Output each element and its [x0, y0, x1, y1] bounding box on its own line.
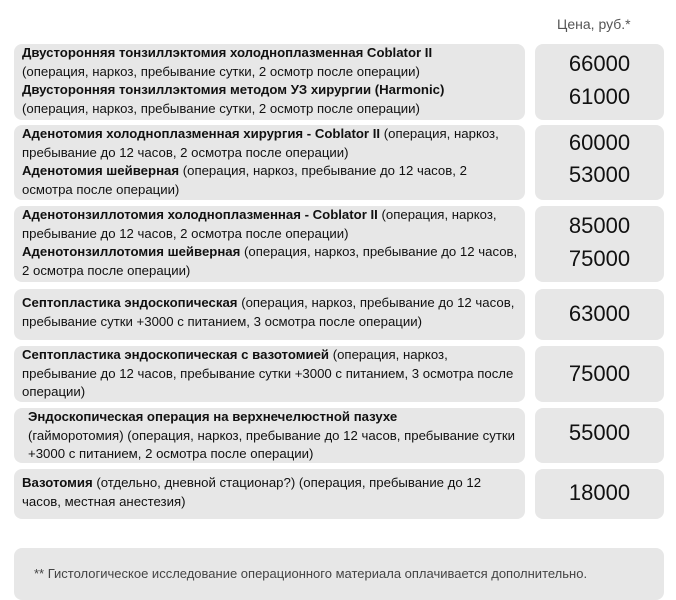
- service-name: Эндоскопическая операция на верхнечелюстной пазухе: [28, 409, 398, 424]
- service-card-maxillary-sinus: [14, 408, 525, 463]
- service-card-adenotomy: [14, 125, 525, 200]
- service-item: [22, 125, 519, 162]
- price-value: 60000: [568, 130, 631, 155]
- service-card-tonsillectomy: [14, 44, 525, 120]
- service-item: [22, 44, 519, 81]
- price-value: 66000: [568, 51, 631, 76]
- service-name: Двусторонняя тонзиллэктомия методом УЗ хирургии (Harmonic): [22, 82, 445, 97]
- service-item: [22, 294, 519, 331]
- price-card: [535, 206, 664, 282]
- price-card: [535, 44, 664, 120]
- service-card-vasotomy: [14, 469, 525, 519]
- price-card: [535, 125, 664, 200]
- price-value: 53000: [568, 162, 631, 187]
- service-name: Двусторонняя тонзиллэктомия холодноплазменная Coblator II: [22, 45, 433, 60]
- service-details: (операция, наркоз, пребывание до 12 часов, 2 осмотра после операции): [22, 207, 497, 241]
- service-details: (гайморотомия) (операция, наркоз, пребывание до 12 часов, пребывание сутки +3000 с питанием, 2 осмотра после операции): [28, 427, 516, 461]
- service-item: [28, 408, 519, 464]
- service-card-septoplasty: [14, 289, 525, 340]
- service-item: [22, 206, 519, 243]
- service-name: Аденотомия шейверная: [22, 163, 180, 178]
- service-details: (операция, наркоз, пребывание до 12 часов, 2 осмотра после операции): [22, 126, 499, 160]
- price-value: 55000: [568, 420, 631, 445]
- service-card-adenotonsillotomy: [14, 206, 525, 282]
- service-item: [22, 474, 519, 511]
- service-details: (операция, наркоз, пребывание до 12 часов, пребывание сутки +3000 с питанием, 3 осмотра после операции): [22, 347, 514, 399]
- service-name: Аденотонзиллотомия шейверная: [22, 244, 241, 259]
- footnote: ** Гистологическое исследование операционного материала оплачивается дополнительно.: [14, 548, 664, 600]
- price-value: 85000: [568, 213, 631, 238]
- price-card: [535, 408, 664, 463]
- service-item: [22, 162, 519, 199]
- service-details: (операция, наркоз, пребывание сутки, 2 осмотр после операции): [22, 100, 420, 116]
- price-value: 75000: [568, 361, 631, 386]
- price-value: 63000: [568, 301, 631, 326]
- price-column-header: Цена, руб.*: [557, 16, 631, 32]
- price-value: 75000: [568, 246, 631, 271]
- service-details: (операция, наркоз, пребывание сутки, 2 осмотр после операции): [22, 63, 420, 79]
- price-value: 18000: [568, 480, 631, 505]
- service-details: (операция, наркоз, пребывание до 12 часов, 2 осмотра после операции): [22, 244, 518, 278]
- service-card-septoplasty-vasotomy: [14, 346, 525, 402]
- service-name: Септопластика эндоскопическая: [22, 295, 238, 310]
- service-name: Аденотонзиллотомия холодноплазменная - Coblator II: [22, 207, 378, 222]
- service-details: (операция, наркоз, пребывание до 12 часов, пребывание сутки +3000 с питанием, 3 осмотра после операции): [22, 295, 515, 329]
- service-item: [22, 81, 519, 118]
- service-details: (отдельно, дневной стационар?) (операция, пребывание до 12 часов, местная анестезия): [22, 475, 482, 509]
- service-item: [22, 243, 519, 280]
- price-card: [535, 469, 664, 519]
- service-name: Септопластика эндоскопическая с вазотомией: [22, 347, 330, 362]
- service-name: Аденотомия холодноплазменная хирургия - Coblator II: [22, 126, 381, 141]
- price-value: 61000: [568, 84, 631, 109]
- price-card: [535, 346, 664, 402]
- service-item: [22, 346, 519, 402]
- service-name: Вазотомия: [22, 475, 93, 490]
- price-card: [535, 289, 664, 340]
- service-details: (операция, наркоз, пребывание до 12 часов, 2 осмотра после операции): [22, 163, 467, 197]
